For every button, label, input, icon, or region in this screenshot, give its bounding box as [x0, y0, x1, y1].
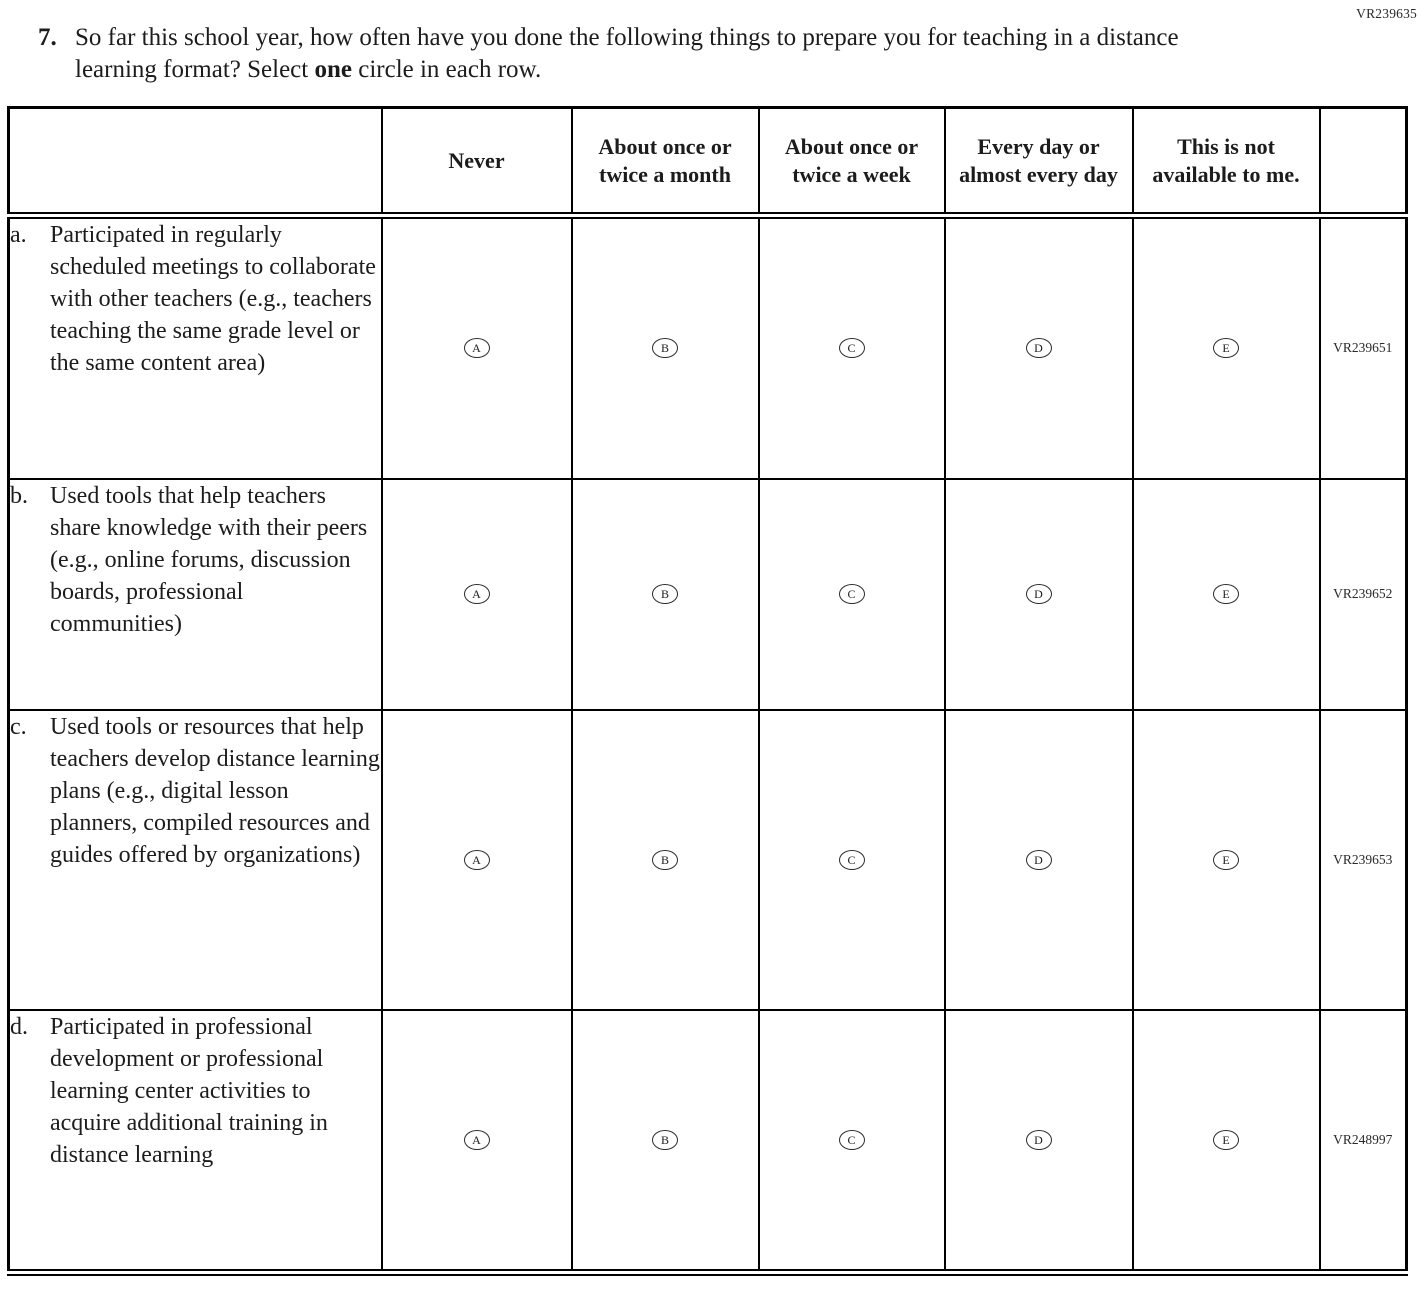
question-block — [0, 0, 1427, 86]
option-cell-notavailable — [1133, 479, 1320, 710]
option-bubble-c[interactable] — [839, 338, 865, 358]
bubble-letter: E — [1222, 1132, 1230, 1147]
question-text-bold: one — [314, 56, 352, 83]
option-bubble-b[interactable] — [652, 584, 678, 604]
option-bubble-a[interactable] — [464, 850, 490, 870]
option-bubble-a[interactable] — [464, 584, 490, 604]
header-code-blank — [1320, 108, 1407, 216]
bubble-letter: E — [1222, 341, 1230, 356]
bubble-letter: E — [1222, 587, 1230, 601]
option-cell-everyday — [945, 216, 1133, 479]
option-bubble-a[interactable] — [464, 1130, 490, 1150]
row-label: Used tools that help teachers share knowledge with their peers (e.g., online forums, discussion boards, professional communities) — [50, 482, 368, 637]
option-bubble-e[interactable] — [1213, 850, 1239, 870]
option-cell-everyday — [945, 710, 1133, 1010]
header-row — [9, 108, 1407, 216]
bubble-letter: A — [472, 587, 481, 601]
question-text-before: So far this school year, how often have you done the following things to prepare you for teaching in a distance learning format? Select — [75, 24, 1179, 83]
option-cell-never — [382, 710, 572, 1010]
option-bubble-e[interactable] — [1213, 338, 1239, 358]
response-grid — [7, 106, 1408, 1276]
option-bubble-b[interactable] — [652, 338, 678, 358]
bubble-letter: B — [660, 587, 669, 601]
table-row-c — [9, 710, 1407, 1010]
question-text-after: circle in each row. — [351, 56, 542, 83]
header-never: Never — [382, 108, 572, 216]
bubble-letter: B — [660, 1132, 669, 1147]
bubble-letter: E — [1222, 852, 1230, 867]
option-cell-never — [382, 1010, 572, 1273]
question-number: 7. — [38, 24, 57, 51]
row-label: Participated in professional development or professional learning center activities to acquire additional training in distance learning — [50, 1013, 328, 1168]
row-index: c. — [10, 713, 27, 740]
row-code: VR239651 — [1333, 340, 1393, 356]
option-bubble-d[interactable] — [1026, 338, 1052, 358]
header-once-twice-month: About once or twice a month — [572, 108, 759, 216]
option-cell-everyday — [945, 479, 1133, 710]
row-code-cell — [1320, 216, 1407, 479]
row-code: VR239653 — [1333, 851, 1393, 867]
option-cell-week — [759, 1010, 945, 1273]
option-cell-notavailable — [1133, 216, 1320, 479]
bubble-letter: D — [1034, 852, 1043, 867]
bubble-letter: C — [847, 341, 856, 356]
option-cell-notavailable — [1133, 710, 1320, 1010]
row-code: VR248997 — [1333, 1131, 1393, 1147]
bubble-letter: D — [1034, 1132, 1043, 1147]
bubble-letter: C — [847, 852, 856, 867]
row-code-cell — [1320, 479, 1407, 710]
question-text — [75, 22, 1230, 86]
row-stem — [9, 216, 382, 479]
bubble-letter: A — [472, 852, 481, 867]
option-cell-never — [382, 479, 572, 710]
option-cell-month — [572, 216, 759, 479]
row-label: Used tools or resources that help teachers develop distance learning plans (e.g., digital lesson planners, compiled resources and guides offered by organizations) — [50, 713, 380, 868]
row-code-cell — [1320, 710, 1407, 1010]
page-code: VR239635 — [1356, 6, 1417, 21]
option-bubble-e[interactable] — [1213, 584, 1239, 604]
option-cell-everyday — [945, 1010, 1133, 1273]
row-code-cell — [1320, 1010, 1407, 1273]
option-bubble-c[interactable] — [839, 850, 865, 870]
table-row-a — [9, 216, 1407, 479]
option-bubble-d[interactable] — [1026, 584, 1052, 604]
option-cell-week — [759, 216, 945, 479]
header-not-available: This is not available to me. — [1133, 108, 1320, 216]
bubble-letter: D — [1034, 341, 1043, 356]
option-cell-week — [759, 479, 945, 710]
header-every-day: Every day or almost every day — [945, 108, 1133, 216]
option-bubble-d[interactable] — [1026, 1130, 1052, 1150]
row-index: b. — [10, 482, 28, 509]
bubble-letter: C — [847, 587, 856, 601]
option-bubble-b[interactable] — [652, 1130, 678, 1150]
option-bubble-e[interactable] — [1213, 1130, 1239, 1150]
bubble-letter: A — [472, 1132, 481, 1147]
bubble-letter: D — [1034, 587, 1043, 601]
option-bubble-b[interactable] — [652, 850, 678, 870]
row-stem — [9, 1010, 382, 1273]
option-cell-never — [382, 216, 572, 479]
bubble-letter: C — [847, 1132, 856, 1147]
table-row-b — [9, 479, 1407, 710]
bubble-letter: B — [660, 341, 669, 356]
header-stem-blank — [9, 108, 382, 216]
bubble-letter: B — [660, 852, 669, 867]
bubble-letter: A — [472, 341, 481, 356]
row-index: d. — [10, 1013, 28, 1040]
option-cell-month — [572, 1010, 759, 1273]
option-cell-week — [759, 710, 945, 1010]
row-index: a. — [10, 222, 27, 248]
row-code: VR239652 — [1333, 586, 1393, 601]
option-bubble-a[interactable] — [464, 338, 490, 358]
option-bubble-d[interactable] — [1026, 850, 1052, 870]
option-bubble-c[interactable] — [839, 1130, 865, 1150]
option-cell-notavailable — [1133, 1010, 1320, 1273]
table-row-d — [9, 1010, 1407, 1273]
option-cell-month — [572, 479, 759, 710]
row-stem — [9, 710, 382, 1010]
header-once-twice-week: About once or twice a week — [759, 108, 945, 216]
row-label: Participated in regularly scheduled meetings to collaborate with other teachers (e.g., teachers teaching the same grade level or the same content area) — [50, 222, 376, 376]
option-cell-month — [572, 710, 759, 1010]
row-stem — [9, 479, 382, 710]
option-bubble-c[interactable] — [839, 584, 865, 604]
